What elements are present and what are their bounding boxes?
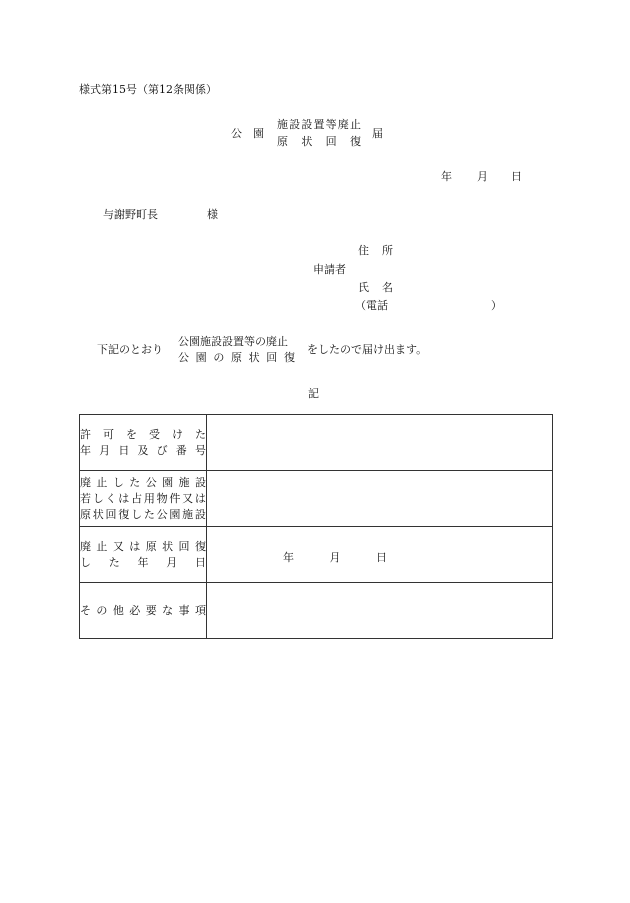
label-char: 項 xyxy=(194,603,206,617)
statement-char: 回 xyxy=(266,351,278,364)
label-char: 物 xyxy=(156,491,168,505)
title-option-facility-abolition xyxy=(277,116,361,132)
statement-lead: 下記のとおり xyxy=(97,343,163,356)
applicant-name-label xyxy=(358,279,393,295)
date-month-label: 月 xyxy=(477,170,488,183)
statement-char: の xyxy=(213,351,225,364)
row-label-completion-date xyxy=(80,527,207,583)
label-char: 原 xyxy=(80,507,91,521)
label-char: 又 xyxy=(112,539,124,553)
table-row xyxy=(80,583,553,639)
label-char: し xyxy=(131,507,143,521)
label-char: 月 xyxy=(99,443,111,457)
title-prefix: 公 園 xyxy=(231,127,264,140)
label-char: 氏 xyxy=(358,281,369,294)
completion-day-label: 日 xyxy=(376,551,387,564)
label-char: け xyxy=(172,427,183,441)
title-char: 状 xyxy=(301,135,313,148)
label-char: 施 xyxy=(182,507,194,521)
label-char: 他 xyxy=(112,603,124,617)
label-char: く xyxy=(105,491,117,505)
table-row xyxy=(80,471,553,527)
label-char: 回 xyxy=(178,539,190,553)
label-char: 事 xyxy=(178,603,190,617)
title-char: 回 xyxy=(325,135,337,148)
label-char: 廃 xyxy=(80,475,91,489)
table-row xyxy=(80,415,553,471)
label-char: 設 xyxy=(194,475,206,489)
form-number-label: 様式第15号（第12条関係） xyxy=(79,83,217,96)
title-suffix: 届 xyxy=(372,127,383,140)
statement-char: 公 xyxy=(178,351,189,364)
label-char: し xyxy=(92,491,104,505)
label-char: 状 xyxy=(162,539,174,553)
label-char: 廃 xyxy=(80,539,91,553)
title-char: 復 xyxy=(349,135,361,148)
label-char: 月 xyxy=(166,555,178,569)
completion-month-label: 月 xyxy=(329,551,341,564)
label-char: 年 xyxy=(137,555,149,569)
value-cell-completion-date[interactable] xyxy=(207,527,553,583)
label-char: 復 xyxy=(118,507,130,521)
label-char: 又 xyxy=(182,491,194,505)
table-row xyxy=(80,527,553,583)
title-char: 等 xyxy=(325,118,337,131)
value-cell-other-matters[interactable] xyxy=(207,583,553,639)
label-char: そ xyxy=(80,603,91,617)
label-line xyxy=(80,539,206,555)
label-char: 園 xyxy=(169,507,181,521)
value-cell-facility[interactable] xyxy=(207,471,553,527)
label-char: の xyxy=(96,603,108,617)
label-char: 可 xyxy=(103,427,114,441)
row-label-permit-date-number xyxy=(80,415,207,471)
addressee-honorific: 様 xyxy=(207,208,218,221)
label-char: し xyxy=(112,475,124,489)
statement-option-abolition: 公園施設設置等の廃止 xyxy=(178,335,288,348)
label-line xyxy=(80,555,206,571)
label-char: 必 xyxy=(129,603,141,617)
title-option-restoration xyxy=(277,133,361,149)
statement-char: 復 xyxy=(283,351,295,364)
label-char: し xyxy=(80,555,91,569)
title-char: 止 xyxy=(349,118,361,131)
label-char: 受 xyxy=(149,427,160,441)
completion-date-line xyxy=(283,549,387,565)
label-char: を xyxy=(126,427,137,441)
label-char: 年 xyxy=(80,443,91,457)
label-char: び xyxy=(156,443,168,457)
applicant-phone-close: ） xyxy=(491,299,502,312)
label-char: 件 xyxy=(169,491,181,505)
title-char: 設 xyxy=(289,118,301,131)
label-char: な xyxy=(162,603,174,617)
label-char: た xyxy=(129,475,141,489)
applicant-address-label xyxy=(358,242,393,258)
statement-char: 状 xyxy=(248,351,260,364)
title-char: 施 xyxy=(277,118,288,131)
applicant-label: 申請者 xyxy=(313,263,346,276)
label-char: 許 xyxy=(80,427,91,441)
record-table xyxy=(79,414,553,639)
title-char: 置 xyxy=(313,118,325,131)
completion-year-label: 年 xyxy=(283,551,294,564)
label-char: は xyxy=(194,491,206,505)
label-line xyxy=(80,475,206,491)
applicant-phone-open: （電話 xyxy=(355,299,388,312)
label-char: 所 xyxy=(382,244,393,257)
label-char: た xyxy=(195,427,206,441)
label-char: 号 xyxy=(194,443,206,457)
label-line xyxy=(80,507,206,523)
label-line xyxy=(80,443,206,459)
label-char: は xyxy=(118,491,130,505)
date-year-label: 年 xyxy=(441,170,452,183)
label-char: 住 xyxy=(358,244,369,257)
label-char: 施 xyxy=(178,475,190,489)
label-char: 止 xyxy=(96,539,108,553)
label-char: た xyxy=(108,555,120,569)
label-char: 要 xyxy=(145,603,157,617)
ki-heading: 記 xyxy=(308,387,319,400)
label-char: 設 xyxy=(194,507,206,521)
label-char: 回 xyxy=(105,507,117,521)
label-char: 若 xyxy=(80,491,91,505)
label-char: 用 xyxy=(143,491,155,505)
statement-tail: をしたので届け出ます。 xyxy=(307,343,428,356)
label-char: は xyxy=(129,539,141,553)
statement-char: 園 xyxy=(195,351,207,364)
label-char: 復 xyxy=(194,539,206,553)
label-char: 園 xyxy=(162,475,174,489)
label-char: 日 xyxy=(118,443,130,457)
statement-char: 原 xyxy=(230,351,242,364)
label-char: 及 xyxy=(137,443,149,457)
label-char: 日 xyxy=(195,555,206,569)
label-char: 公 xyxy=(156,507,168,521)
label-char: 名 xyxy=(382,281,393,294)
label-line xyxy=(80,427,206,443)
label-char: 止 xyxy=(96,475,108,489)
label-line xyxy=(80,491,206,507)
label-char: 公 xyxy=(145,475,157,489)
label-char: 状 xyxy=(92,507,104,521)
title-char: 設 xyxy=(301,118,313,131)
date-day-label: 日 xyxy=(511,170,522,183)
row-label-other-matters xyxy=(80,583,207,639)
title-char: 原 xyxy=(277,135,288,148)
title-char: 廃 xyxy=(337,118,349,131)
row-label-facility xyxy=(80,471,207,527)
label-line xyxy=(80,603,206,619)
label-char: 原 xyxy=(145,539,157,553)
addressee-name: 与謝野町長 xyxy=(103,208,158,221)
statement-option-restoration xyxy=(178,349,295,365)
label-char: 占 xyxy=(131,491,143,505)
label-char: た xyxy=(143,507,155,521)
value-cell-permit-date-number[interactable] xyxy=(207,415,553,471)
label-char: 番 xyxy=(175,443,187,457)
